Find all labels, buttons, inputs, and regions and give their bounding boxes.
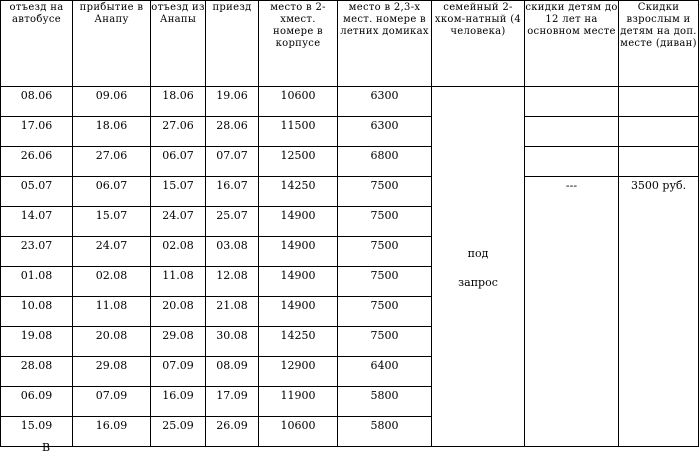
cell-arrival-anapa: 29.08 <box>73 357 151 387</box>
cell-departure-anapa: 06.07 <box>151 147 206 177</box>
cell-arrival-anapa: 16.09 <box>73 417 151 447</box>
table-row <box>1 87 699 117</box>
header-double-room-building: место в 2-хмест. номере в корпусе <box>259 1 338 87</box>
cell-return-arrival: 28.06 <box>206 117 259 147</box>
cell-child-discount-empty <box>525 147 619 177</box>
cell-arrival-anapa: 02.08 <box>73 267 151 297</box>
cell-child-discount-empty <box>525 87 619 117</box>
cell-departure-anapa: 02.08 <box>151 237 206 267</box>
cell-return-arrival: 25.07 <box>206 207 259 237</box>
cell-bus-departure: 10.08 <box>1 297 73 327</box>
on-request-line1: под <box>467 246 489 260</box>
cell-price-building: 11500 <box>259 117 338 147</box>
cell-arrival-anapa: 09.06 <box>73 87 151 117</box>
cell-departure-anapa: 24.07 <box>151 207 206 237</box>
cell-return-arrival: 12.08 <box>206 267 259 297</box>
header-child-discount: скидки детям до 12 лет на основном месте <box>525 1 619 87</box>
cell-arrival-anapa: 18.06 <box>73 117 151 147</box>
footnote-text: В <box>42 441 51 454</box>
cell-bus-departure: 05.07 <box>1 177 73 207</box>
cell-price-cottage: 6300 <box>338 87 432 117</box>
cell-arrival-anapa: 07.09 <box>73 387 151 417</box>
cell-bus-departure: 19.08 <box>1 327 73 357</box>
cell-price-building: 10600 <box>259 417 338 447</box>
cell-bus-departure: 23.07 <box>1 237 73 267</box>
cell-price-building: 12900 <box>259 357 338 387</box>
cell-departure-anapa: 16.09 <box>151 387 206 417</box>
header-extra-bed-discount: Скидки взрослым и детям на доп. месте (диван) <box>619 1 699 87</box>
header-departure-anapa: отъезд из Анапы <box>151 1 206 87</box>
cell-bus-departure: 28.08 <box>1 357 73 387</box>
cell-price-cottage: 5800 <box>338 417 432 447</box>
cell-arrival-anapa: 15.07 <box>73 207 151 237</box>
header-bus-departure: отъезд на автобусе <box>1 1 73 87</box>
cell-return-arrival: 07.07 <box>206 147 259 177</box>
cell-extra-bed-discount: 3500 руб. <box>619 177 699 447</box>
cell-departure-anapa: 29.08 <box>151 327 206 357</box>
cell-child-discount: --- <box>525 177 619 447</box>
cell-departure-anapa: 20.08 <box>151 297 206 327</box>
cell-return-arrival: 08.09 <box>206 357 259 387</box>
cell-return-arrival: 21.08 <box>206 297 259 327</box>
table-row <box>1 147 699 177</box>
cell-bus-departure: 06.09 <box>1 387 73 417</box>
cell-extra-bed-empty <box>619 147 699 177</box>
cell-price-building: 14900 <box>259 297 338 327</box>
cell-extra-bed-empty <box>619 117 699 147</box>
cell-price-building: 14250 <box>259 177 338 207</box>
cell-price-building: 10600 <box>259 87 338 117</box>
cell-price-cottage: 6300 <box>338 117 432 147</box>
cell-child-discount-empty <box>525 117 619 147</box>
cell-return-arrival: 30.08 <box>206 327 259 357</box>
cell-price-building: 14900 <box>259 207 338 237</box>
header-summer-cottage: место в 2,3-х мест. номере в летних домиках <box>338 1 432 87</box>
on-request-line2: запрос <box>458 275 498 289</box>
cell-departure-anapa: 15.07 <box>151 177 206 207</box>
cell-price-cottage: 7500 <box>338 267 432 297</box>
cell-price-cottage: 7500 <box>338 237 432 267</box>
cell-price-building: 14250 <box>259 327 338 357</box>
cell-departure-anapa: 25.09 <box>151 417 206 447</box>
family-room-on-request <box>432 87 525 447</box>
cell-bus-departure: 15.09 <box>1 417 73 447</box>
cell-arrival-anapa: 20.08 <box>73 327 151 357</box>
cell-bus-departure: 08.06 <box>1 87 73 117</box>
cell-arrival-anapa: 11.08 <box>73 297 151 327</box>
header-row <box>1 1 699 87</box>
cell-price-cottage: 7500 <box>338 297 432 327</box>
cell-price-cottage: 6400 <box>338 357 432 387</box>
cell-price-building: 11900 <box>259 387 338 417</box>
header-family-room: семейный 2-хком-натный (4 человека) <box>432 1 525 87</box>
cell-arrival-anapa: 06.07 <box>73 177 151 207</box>
cell-price-building: 12500 <box>259 147 338 177</box>
cell-bus-departure: 14.07 <box>1 207 73 237</box>
cell-price-cottage: 7500 <box>338 177 432 207</box>
header-return-arrival: приезд <box>206 1 259 87</box>
table-row <box>1 117 699 147</box>
cell-return-arrival: 26.09 <box>206 417 259 447</box>
cell-bus-departure: 26.06 <box>1 147 73 177</box>
cell-arrival-anapa: 27.06 <box>73 147 151 177</box>
cell-departure-anapa: 27.06 <box>151 117 206 147</box>
cell-bus-departure: 17.06 <box>1 117 73 147</box>
cell-return-arrival: 19.06 <box>206 87 259 117</box>
cell-price-cottage: 6800 <box>338 147 432 177</box>
cell-price-building: 14900 <box>259 237 338 267</box>
cell-price-cottage: 5800 <box>338 387 432 417</box>
cell-departure-anapa: 18.06 <box>151 87 206 117</box>
header-arrival-anapa: прибытие в Анапу <box>73 1 151 87</box>
cell-departure-anapa: 11.08 <box>151 267 206 297</box>
cell-price-cottage: 7500 <box>338 207 432 237</box>
cell-return-arrival: 17.09 <box>206 387 259 417</box>
cell-price-building: 14900 <box>259 267 338 297</box>
cell-bus-departure: 01.08 <box>1 267 73 297</box>
cell-extra-bed-empty <box>619 87 699 117</box>
cell-arrival-anapa: 24.07 <box>73 237 151 267</box>
cell-price-cottage: 7500 <box>338 327 432 357</box>
cell-departure-anapa: 07.09 <box>151 357 206 387</box>
cell-return-arrival: 03.08 <box>206 237 259 267</box>
cell-return-arrival: 16.07 <box>206 177 259 207</box>
table-body <box>1 87 699 447</box>
table-row <box>1 177 699 207</box>
